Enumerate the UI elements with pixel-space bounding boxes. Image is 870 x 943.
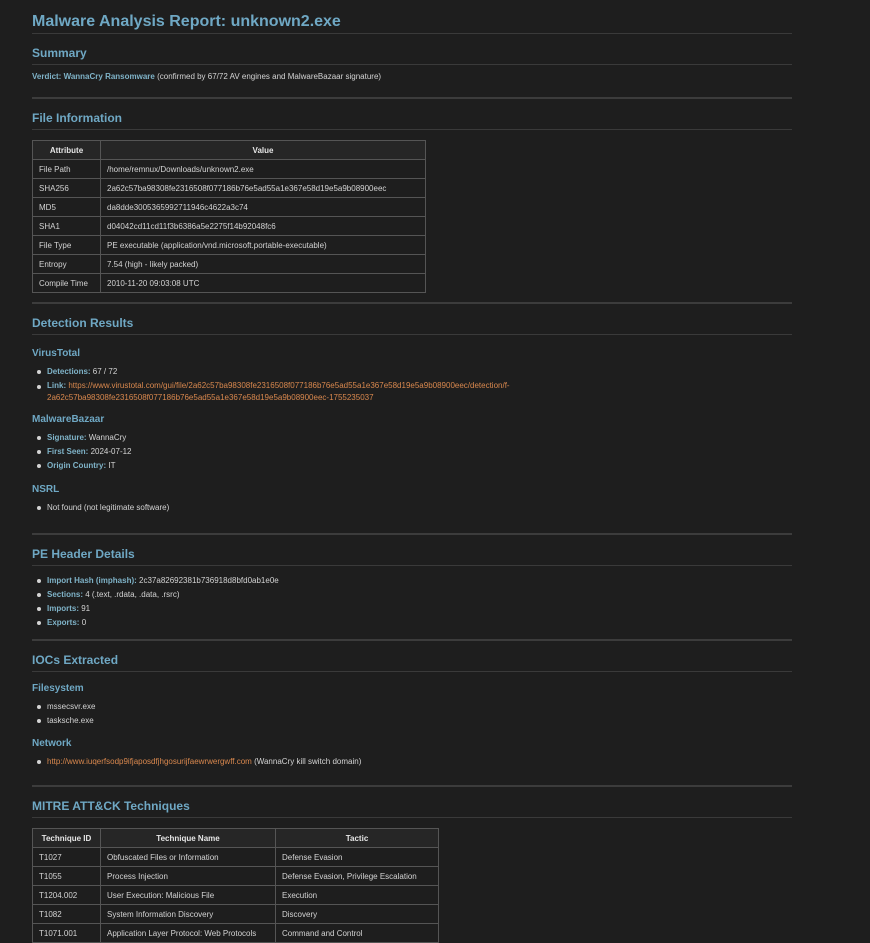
divider (32, 129, 792, 130)
value-cell: /home/remnux/Downloads/unknown2.exe (101, 160, 426, 179)
detection-heading: Detection Results (32, 316, 134, 330)
technique-id-cell: T1082 (33, 905, 101, 924)
tactic-cell: Command and Control (276, 924, 439, 943)
item-label: First Seen: (47, 447, 89, 456)
section-divider (32, 785, 792, 787)
column-header: Value (101, 141, 426, 160)
nsrl-list (32, 501, 792, 515)
item-value: WannaCry (88, 433, 127, 442)
technique-id-cell: T1027 (33, 848, 101, 867)
item-label: Signature: (47, 433, 87, 442)
table-row (33, 198, 426, 217)
attribute-cell: Compile Time (33, 274, 101, 293)
list-item (47, 588, 792, 602)
value-cell: 2a62c57ba98308fe2316508f077186b76e5ad55a1e367e58d19e5a9b08900eec (101, 179, 426, 198)
table-row (33, 867, 439, 886)
mitre-heading: MITRE ATT&CK Techniques (32, 799, 190, 813)
column-header: Technique ID (33, 829, 101, 848)
item-label: Exports: (47, 618, 80, 627)
column-header: Attribute (33, 141, 101, 160)
network-heading: Network (32, 738, 72, 749)
verdict-line (32, 72, 792, 81)
attribute-cell: SHA1 (33, 217, 101, 236)
table-row (33, 160, 426, 179)
attribute-cell: MD5 (33, 198, 101, 217)
item-label: Import Hash (imphash): (47, 576, 137, 585)
technique-id-cell: T1204.002 (33, 886, 101, 905)
verdict-note: (confirmed by 67/72 AV engines and MalwareBazaar signature) (154, 72, 382, 81)
list-item: mssecsvr.exe (47, 700, 792, 714)
detection-section (32, 316, 792, 515)
tactic-cell: Defense Evasion (276, 848, 439, 867)
iocs-section (32, 653, 792, 769)
value-cell: d04042cd11cd11f3b6386a5e2275f14b92048fc6 (101, 217, 426, 236)
virustotal-list (32, 365, 792, 404)
item-label: Origin Country: (47, 461, 107, 470)
list-item: tasksche.exe (47, 714, 792, 728)
file-info-heading: File Information (32, 111, 122, 125)
pe-header-list (32, 574, 792, 630)
divider (32, 671, 792, 672)
value-cell: 7.54 (high - likely packed) (101, 255, 426, 274)
iocs-heading: IOCs Extracted (32, 653, 119, 667)
table-header-row (33, 141, 426, 160)
tactic-cell: Execution (276, 886, 439, 905)
column-header: Tactic (276, 829, 439, 848)
item-value: 2024-07-12 (90, 447, 132, 456)
item-value: 91 (81, 604, 91, 613)
list-item (47, 380, 792, 404)
table-row (33, 905, 439, 924)
list-item (47, 755, 792, 769)
list-item (47, 574, 792, 588)
file-info-table (32, 140, 426, 293)
column-header: Technique Name (101, 829, 276, 848)
page-title: Malware Analysis Report: unknown2.exe (32, 13, 341, 30)
filesystem-list (32, 700, 792, 728)
tactic-cell: Defense Evasion, Privilege Escalation (276, 867, 439, 886)
list-item (47, 431, 792, 445)
section-divider (32, 639, 792, 641)
item-value: IT (108, 461, 116, 470)
list-item (47, 602, 792, 616)
attribute-cell: File Type (33, 236, 101, 255)
table-row (33, 255, 426, 274)
verdict-value: WannaCry Ransomware (63, 72, 155, 81)
item-value: 4 (.text, .rdata, .data, .rsrc) (85, 590, 180, 599)
technique-id-cell: T1055 (33, 867, 101, 886)
value-cell: da8dde3005365992711946c4622a3c74 (101, 198, 426, 217)
list-item (47, 616, 792, 630)
divider (32, 565, 792, 566)
table-header-row (33, 829, 439, 848)
table-row (33, 924, 439, 943)
attribute-cell: Entropy (33, 255, 101, 274)
technique-name-cell: Process Injection (101, 867, 276, 886)
detections-value: 67 / 72 (92, 367, 118, 376)
pe-header-section (32, 547, 792, 630)
filesystem-heading: Filesystem (32, 683, 84, 694)
malwarebazaar-heading: MalwareBazaar (32, 414, 105, 425)
section-divider (32, 97, 792, 99)
nsrl-heading: NSRL (32, 484, 60, 495)
kill-switch-link[interactable]: http://www.iuqerfsodp9ifjaposdfjhgosurijfaewrwergwff.com (47, 757, 252, 766)
item-label: Imports: (47, 604, 79, 613)
technique-id-cell: T1071.001 (33, 924, 101, 943)
verdict-label: Verdict: (32, 72, 62, 81)
technique-name-cell: User Execution: Malicious File (101, 886, 276, 905)
link-label: Link: (47, 381, 67, 390)
list-item: Not found (not legitimate software) (47, 501, 792, 515)
table-row (33, 886, 439, 905)
attribute-cell: SHA256 (33, 179, 101, 198)
technique-name-cell: Application Layer Protocol: Web Protocols (101, 924, 276, 943)
divider (32, 817, 792, 818)
item-value: 2c37a82692381b736918d8bfd0ab1e0e (139, 576, 279, 585)
detections-label: Detections: (47, 367, 91, 376)
divider (32, 334, 792, 335)
tactic-cell: Discovery (276, 905, 439, 924)
virustotal-link-continued[interactable]: 2a62c57ba98308fe2316508f077186b76e5ad55a1e367e58d19e5a9b08900eec-1755235037 (47, 393, 374, 402)
section-divider (32, 533, 792, 535)
table-row (33, 274, 426, 293)
virustotal-heading: VirusTotal (32, 348, 80, 359)
file-info-section (32, 111, 792, 293)
divider (32, 33, 792, 34)
pe-header-heading: PE Header Details (32, 547, 135, 561)
list-item (47, 365, 792, 379)
network-note: (WannaCry kill switch domain) (251, 757, 362, 766)
virustotal-link[interactable]: https://www.virustotal.com/gui/file/2a62c57ba98308fe2316508f077186b76e5ad55a1e367e58d19e5a9b08900eec/detection/f- (68, 381, 510, 390)
network-list (32, 755, 792, 769)
list-item (47, 459, 792, 473)
item-value: 0 (81, 618, 87, 627)
section-divider (32, 302, 792, 304)
mitre-section (32, 799, 792, 943)
mitre-table (32, 828, 439, 943)
technique-name-cell: Obfuscated Files or Information (101, 848, 276, 867)
summary-section (32, 46, 792, 81)
summary-heading: Summary (32, 46, 87, 60)
technique-name-cell: System Information Discovery (101, 905, 276, 924)
report (32, 0, 792, 938)
table-row (33, 236, 426, 255)
table-row (33, 217, 426, 236)
divider (32, 64, 792, 65)
value-cell: PE executable (application/vnd.microsoft.portable-executable) (101, 236, 426, 255)
value-cell: 2010-11-20 09:03:08 UTC (101, 274, 426, 293)
list-item (47, 445, 792, 459)
table-row (33, 848, 439, 867)
malwarebazaar-list (32, 431, 792, 473)
item-label: Sections: (47, 590, 84, 599)
table-row (33, 179, 426, 198)
attribute-cell: File Path (33, 160, 101, 179)
